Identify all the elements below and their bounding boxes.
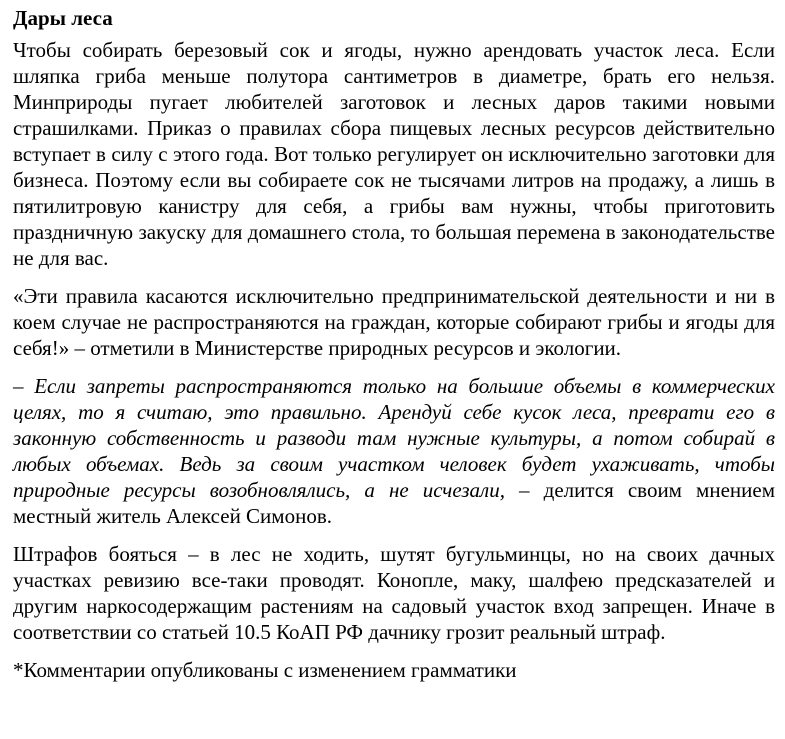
resident-comment-italic: – Если запреты распространяются только на большие объемы в коммерческих целях, то я считаю, это правильно. Арендуй себе кусок леса, преврати его в законную собственность и разводи там нужные культуры, а потом собирай в любых объемах. Ведь за своим участком человек будет ухаживать, чтобы природные ресурсы возобновлялись, а не исчезали, bbox=[13, 374, 775, 502]
article bbox=[13, 5, 775, 683]
article-title: Дары леса bbox=[13, 6, 113, 30]
paragraph-1: Чтобы собирать березовый сок и ягоды, нужно арендовать участок леса. Если шляпка гриба меньше полутора сантиметров в диаметре, брать его нельзя. Минприроды пугает любителей заготовок и лесных даров такими новыми страшилками. Приказ о правилах сбора пищевых лесных ресурсов действительно вступает в силу с этого года. Вот только регулирует он исключительно заготовки для бизнеса. Поэтому если вы собираете сок не тысячами литров на продажу, а лишь в пятилитровую канистру для себя, а грибы вам нужны, чтобы приготовить праздничную закуску для домашнего стола, то большая перемена в законодательстве не для вас. bbox=[13, 38, 775, 270]
paragraph-4: Штрафов бояться – в лес не ходить, шутят бугульминцы, но на своих дачных участках ревизию все-таки проводят. Конопле, маку, шалфею предсказателей и другим наркосодержащим растениям на садовый участок вход запрещен. Иначе в соответствии со статьей 10.5 КоАП РФ дачнику грозит реальный штраф. bbox=[13, 542, 775, 644]
paragraph-3-comment bbox=[13, 373, 775, 529]
resident-attribution: – делится своим мнением местный житель Алексей Симонов. bbox=[13, 478, 775, 528]
paragraph-2-quote: «Эти правила касаются исключительно предпринимательской деятельности и ни в коем случае не распространяются на граждан, которые собирают грибы и ягоды для себя!» – отметили в Министерстве природных ресурсов и экологии. bbox=[13, 284, 775, 360]
footnote: *Комментарии опубликованы с изменением грамматики bbox=[13, 658, 517, 682]
